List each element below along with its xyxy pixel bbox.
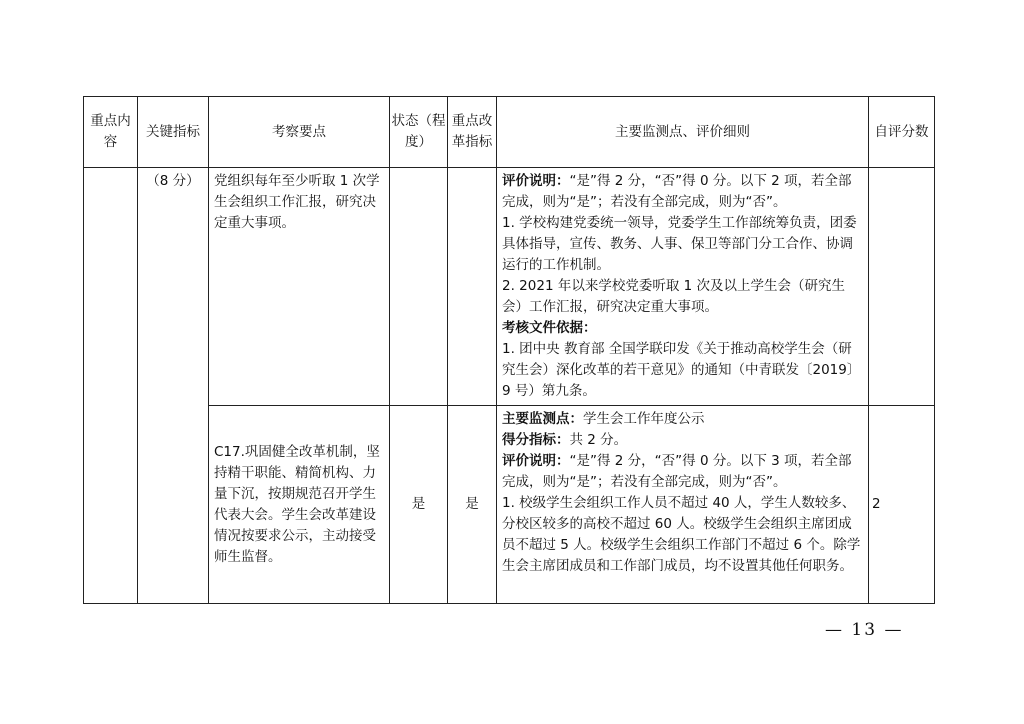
criteria-item: 1. 校级学生会组织工作人员不超过 40 人，学生人数较多、分校区较多的高校不超过 60 人。校级学生会组织主席团成员不超过 5 人。校级学生会组织工作部门不超过 6 个。除学生会主席团成员和工作部门成员，均不设置其他任何职务。 <box>502 495 861 574</box>
self-score-cell <box>869 406 935 604</box>
status-value: 是 <box>411 496 426 512</box>
table-row <box>84 168 935 406</box>
basis-label: 考核文件依据： <box>502 320 597 336</box>
criteria-item: 2. 2021 年以来学校党委听取 1 次及以上学生会（研究生会）工作汇报，研究决定重大事项。 <box>502 278 845 315</box>
criteria-cell <box>497 406 869 604</box>
monitor-label: 主要监测点： <box>502 411 583 427</box>
header-key-content: 重点内容 <box>84 97 138 168</box>
criteria-cell <box>497 168 869 406</box>
header-self-score: 自评分数 <box>869 97 935 168</box>
status-cell <box>390 168 448 406</box>
header-key-indicator: 关键指标 <box>138 97 209 168</box>
evaluation-table <box>83 96 935 604</box>
self-score-cell <box>869 168 935 406</box>
criteria-item: 1. 学校构建党委统一领导，党委学生工作部统筹负责，团委具体指导，宣传、教务、人事、保卫等部门分工合作、协调运行的工作机制。 <box>502 215 857 273</box>
inspection-point-text: C17.巩固健全改革机制，坚持精干职能、精简机构、力量下沉，按期规范召开学生代表大会。学生会改革建设情况按要求公示，主动接受师生监督。 <box>214 443 380 565</box>
indicator-score: （8 分） <box>146 173 200 189</box>
eval-text: “是”得 2 分，“否”得 0 分。以下 3 项，若全部完成，则为“是”；若没有全部完成，则为“否”。 <box>502 453 852 490</box>
reform-value: 是 <box>465 496 479 512</box>
indicator-cell <box>138 168 209 604</box>
header-row <box>84 97 935 168</box>
score-label: 得分指标： <box>502 432 570 448</box>
reform-cell <box>448 406 497 604</box>
eval-text: “是”得 2 分，“否”得 0 分。以下 2 项，若全部完成，则为“是”；若没有全部完成，则为“否”。 <box>502 173 852 210</box>
header-status: 状态（程度） <box>390 97 448 168</box>
basis-item: 1. 团中央 教育部 全国学联印发《关于推动高校学生会（研究生会）深化改革的若干意见》的通知（中青联发〔2019〕9 号）第九条。 <box>502 341 861 399</box>
inspection-point-text: 党组织每年至少听取 1 次学生会组织工作汇报，研究决定重大事项。 <box>214 173 380 231</box>
header-monitoring-criteria: 主要监测点、评价细则 <box>497 97 869 168</box>
header-reform-indicator: 重点改革指标 <box>448 97 497 168</box>
page-number: — 13 — <box>825 620 904 640</box>
reform-cell <box>448 168 497 406</box>
header-inspection-points: 考察要点 <box>209 97 390 168</box>
monitor-text: 学生会工作年度公示 <box>583 411 705 427</box>
self-score-value: 2 <box>872 496 881 512</box>
key-content-cell <box>84 168 138 604</box>
status-cell <box>390 406 448 604</box>
eval-label: 评价说明： <box>502 173 570 189</box>
eval-label: 评价说明： <box>502 453 570 469</box>
score-text: 共 2 分。 <box>569 432 628 448</box>
inspection-point-cell <box>209 168 390 406</box>
table-row <box>84 406 935 604</box>
inspection-point-cell <box>209 406 390 604</box>
